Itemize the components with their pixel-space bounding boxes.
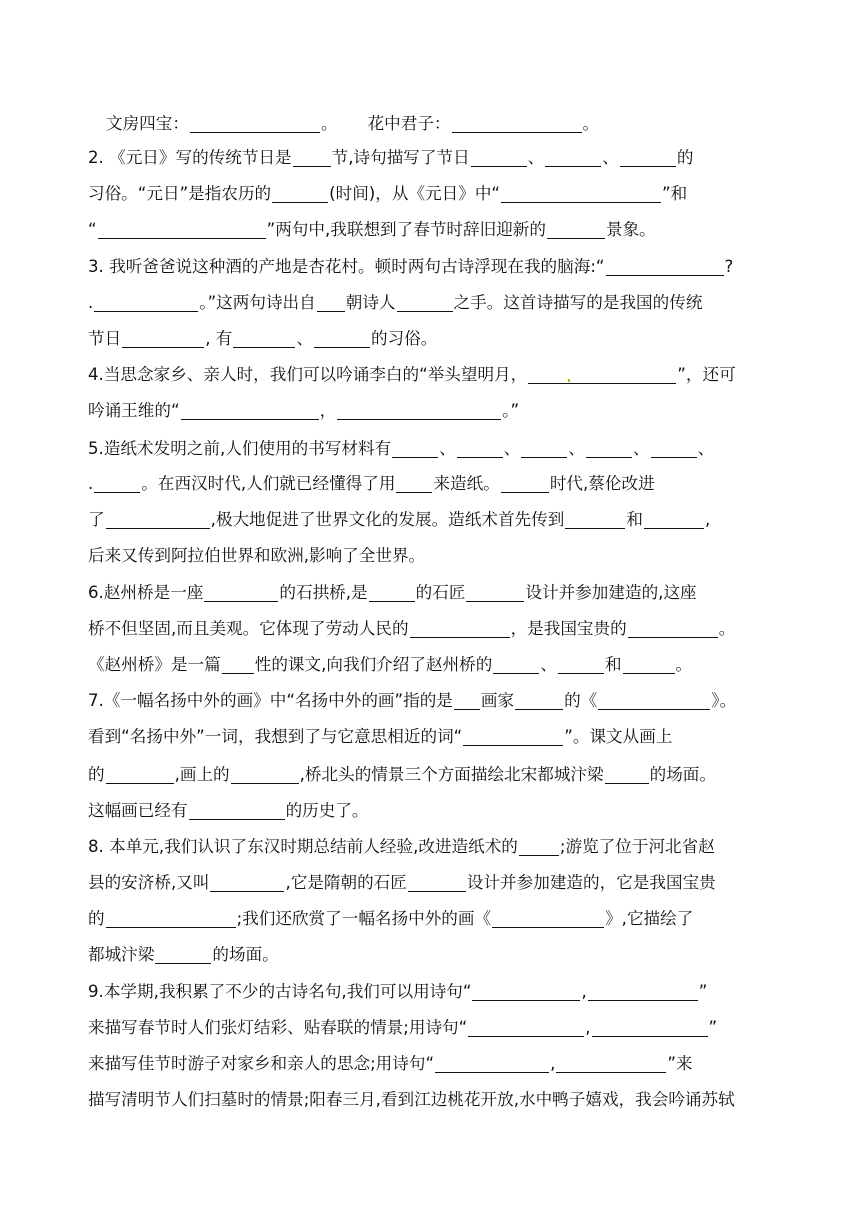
question-7-line-2: 看到“名扬中外”一词，我想到了与它意思相近的词“ ”。课文从画上 bbox=[88, 719, 778, 755]
answer-blank[interactable] bbox=[592, 1014, 708, 1037]
question-5-line-3: 了 ,极大地促进了世界文化的发展。造纸术首先传到 和 , bbox=[88, 502, 778, 538]
answer-blank[interactable] bbox=[233, 325, 295, 348]
answer-blank[interactable] bbox=[547, 216, 605, 239]
answer-blank[interactable] bbox=[155, 941, 211, 964]
question-9-line-1: 9.本学期,我积累了不少的古诗名句,我们可以用诗句“ , ” bbox=[88, 974, 778, 1010]
question-8-line-3: 的 ;我们还欣赏了一幅名扬中外的画《 》,它描绘了 bbox=[88, 901, 778, 937]
answer-blank[interactable] bbox=[210, 869, 284, 892]
answer-blank[interactable] bbox=[515, 687, 563, 710]
question-6-line-2: 桥不但坚固,而且美观。它体现了劳动人民的 ，是我国宝贵的 。 bbox=[88, 611, 778, 647]
answer-blank[interactable] bbox=[620, 144, 676, 167]
answer-blank[interactable] bbox=[452, 110, 582, 133]
answer-blank[interactable] bbox=[435, 1050, 549, 1073]
answer-blank[interactable] bbox=[369, 579, 415, 602]
answer-blank[interactable] bbox=[314, 325, 370, 348]
answer-blank[interactable] bbox=[181, 397, 319, 420]
answer-blank[interactable] bbox=[651, 435, 697, 458]
question-4-line-1: 4.当思念家乡、亲人时，我们可以吟诵李白的“举头望明月， ”，还可 bbox=[88, 357, 778, 393]
answer-blank[interactable] bbox=[454, 687, 480, 710]
question-6-line-1: 6.赵州桥是一座 的石拱桥,是 的石匠 设计并参加建造的,这座 bbox=[88, 575, 778, 611]
answer-blank[interactable] bbox=[606, 253, 724, 276]
answer-blank[interactable] bbox=[628, 615, 718, 638]
answer-blank[interactable] bbox=[519, 833, 559, 856]
answer-blank[interactable] bbox=[106, 761, 174, 784]
answer-blank[interactable] bbox=[410, 615, 510, 638]
answer-blank[interactable] bbox=[189, 797, 285, 820]
question-7-line-1: 7.《一幅名扬中外的画》中“名扬中外的画”指的是 画家 的《 》。 bbox=[88, 683, 778, 719]
answer-blank[interactable] bbox=[468, 1014, 584, 1037]
question-8-line-2: 县的安济桥,又叫 ,它是隋朝的石匠 设计并参加建造的，它是我国宝贵 bbox=[88, 865, 778, 901]
question-8-line-4: 都城汴梁 的场面。 bbox=[88, 937, 778, 973]
answer-blank[interactable] bbox=[337, 397, 501, 420]
question-4-line-2: 吟诵王维的“ ， 。” bbox=[88, 393, 778, 429]
answer-blank[interactable] bbox=[556, 1050, 666, 1073]
answer-blank[interactable] bbox=[493, 651, 539, 674]
question-7-line-4: 这幅画已经有 的历史了。 bbox=[88, 793, 778, 829]
answer-blank[interactable] bbox=[94, 470, 140, 493]
answer-blank[interactable] bbox=[293, 144, 331, 167]
answer-blank[interactable] bbox=[408, 869, 466, 892]
answer-blank[interactable] bbox=[98, 216, 266, 239]
answer-blank[interactable] bbox=[471, 144, 527, 167]
question-9-line-2: 来描写春节时人们张灯结彩、贴春联的情景;用诗句“ , ” bbox=[88, 1010, 778, 1046]
question-3-line-3: 节日 , 有 、 的习俗。 bbox=[88, 321, 778, 357]
answer-blank[interactable] bbox=[472, 978, 580, 1001]
question-8-line-1: 8. 本单元,我们认识了东汉时期总结前人经验,改进造纸术的 ;游览了位于河北省赵 bbox=[88, 829, 778, 865]
question-5-line-2: . 。在西汉时代,人们就已经懂得了用 来造纸。 时代,蔡伦改进 bbox=[88, 466, 778, 502]
question-6-line-3: 《赵州桥》是一篇 性的课文,向我们介绍了赵州桥的 、 和 。 bbox=[88, 647, 778, 683]
answer-blank[interactable] bbox=[501, 470, 549, 493]
answer-blank[interactable] bbox=[605, 761, 649, 784]
question-9-line-3: 来描写佳节时游子对家乡和亲人的思念;用诗句“ , ”来 bbox=[88, 1046, 778, 1082]
answer-blank[interactable] bbox=[317, 289, 345, 312]
answer-blank[interactable] bbox=[501, 180, 661, 203]
answer-blank[interactable] bbox=[392, 435, 438, 458]
answer-blank[interactable] bbox=[106, 506, 210, 529]
answer-blank[interactable] bbox=[598, 687, 710, 710]
answer-blank[interactable] bbox=[466, 579, 524, 602]
answer-blank[interactable] bbox=[94, 289, 198, 312]
answer-blank[interactable] bbox=[397, 289, 453, 312]
answer-blank[interactable] bbox=[272, 180, 328, 203]
answer-blank[interactable] bbox=[528, 361, 676, 384]
answer-blank[interactable] bbox=[106, 905, 236, 928]
answer-blank[interactable] bbox=[644, 506, 704, 529]
answer-blank[interactable] bbox=[204, 579, 278, 602]
answer-blank[interactable] bbox=[396, 470, 432, 493]
answer-blank[interactable] bbox=[565, 506, 625, 529]
answer-blank[interactable] bbox=[588, 978, 698, 1001]
question-3-line-2: . 。”这两句诗出自 朝诗人 之手。这首诗描写的是我国的传统 bbox=[88, 285, 778, 321]
question-2-line-1: 2. 《元日》写的传统节日是 节,诗句描写了节日 、 、 的 bbox=[88, 140, 778, 176]
answer-blank[interactable] bbox=[190, 110, 320, 133]
answer-blank[interactable] bbox=[558, 651, 604, 674]
question-5-line-4: 后来又传到阿拉伯世界和欧洲,影响了全世界。 bbox=[88, 546, 426, 565]
question-7-line-3: 的 ,画上的 ,桥北头的情景三个方面描绘北宋都城汴梁 的场面。 bbox=[88, 757, 778, 793]
answer-blank[interactable] bbox=[545, 144, 601, 167]
answer-blank[interactable] bbox=[222, 651, 254, 674]
answer-blank[interactable] bbox=[463, 723, 563, 746]
answer-blank[interactable] bbox=[492, 905, 604, 928]
answer-blank[interactable] bbox=[521, 435, 567, 458]
question-5-line-1: 5.造纸术发明之前,人们使用的书写材料有 、 、 、 、 、 bbox=[88, 431, 778, 467]
question-9-line-4: 描写清明节人们扫墓时的情景;阳春三月,看到江边桃花开放,水中鸭子嬉戏，我会吟诵苏轼 bbox=[88, 1090, 735, 1109]
answer-blank[interactable] bbox=[231, 761, 299, 784]
question-3-line-1: 3. 我听爸爸说这种酒的产地是杏花村。顿时两句古诗浮现在我的脑海:“ ? bbox=[88, 249, 778, 285]
question-2-line-3: “ ”两句中,我联想到了春节时辞旧迎新的 景象。 bbox=[88, 212, 778, 248]
answer-blank[interactable] bbox=[623, 651, 675, 674]
line-stationery: 文房四宝： 。 花中君子： 。 bbox=[106, 106, 796, 142]
stray-mark bbox=[568, 379, 570, 382]
answer-blank[interactable] bbox=[586, 435, 632, 458]
answer-blank[interactable] bbox=[122, 325, 204, 348]
question-2-line-2: 习俗。“元日”是指农历的 (时间)，从《元日》中“ ”和 bbox=[88, 176, 778, 212]
answer-blank[interactable] bbox=[457, 435, 503, 458]
